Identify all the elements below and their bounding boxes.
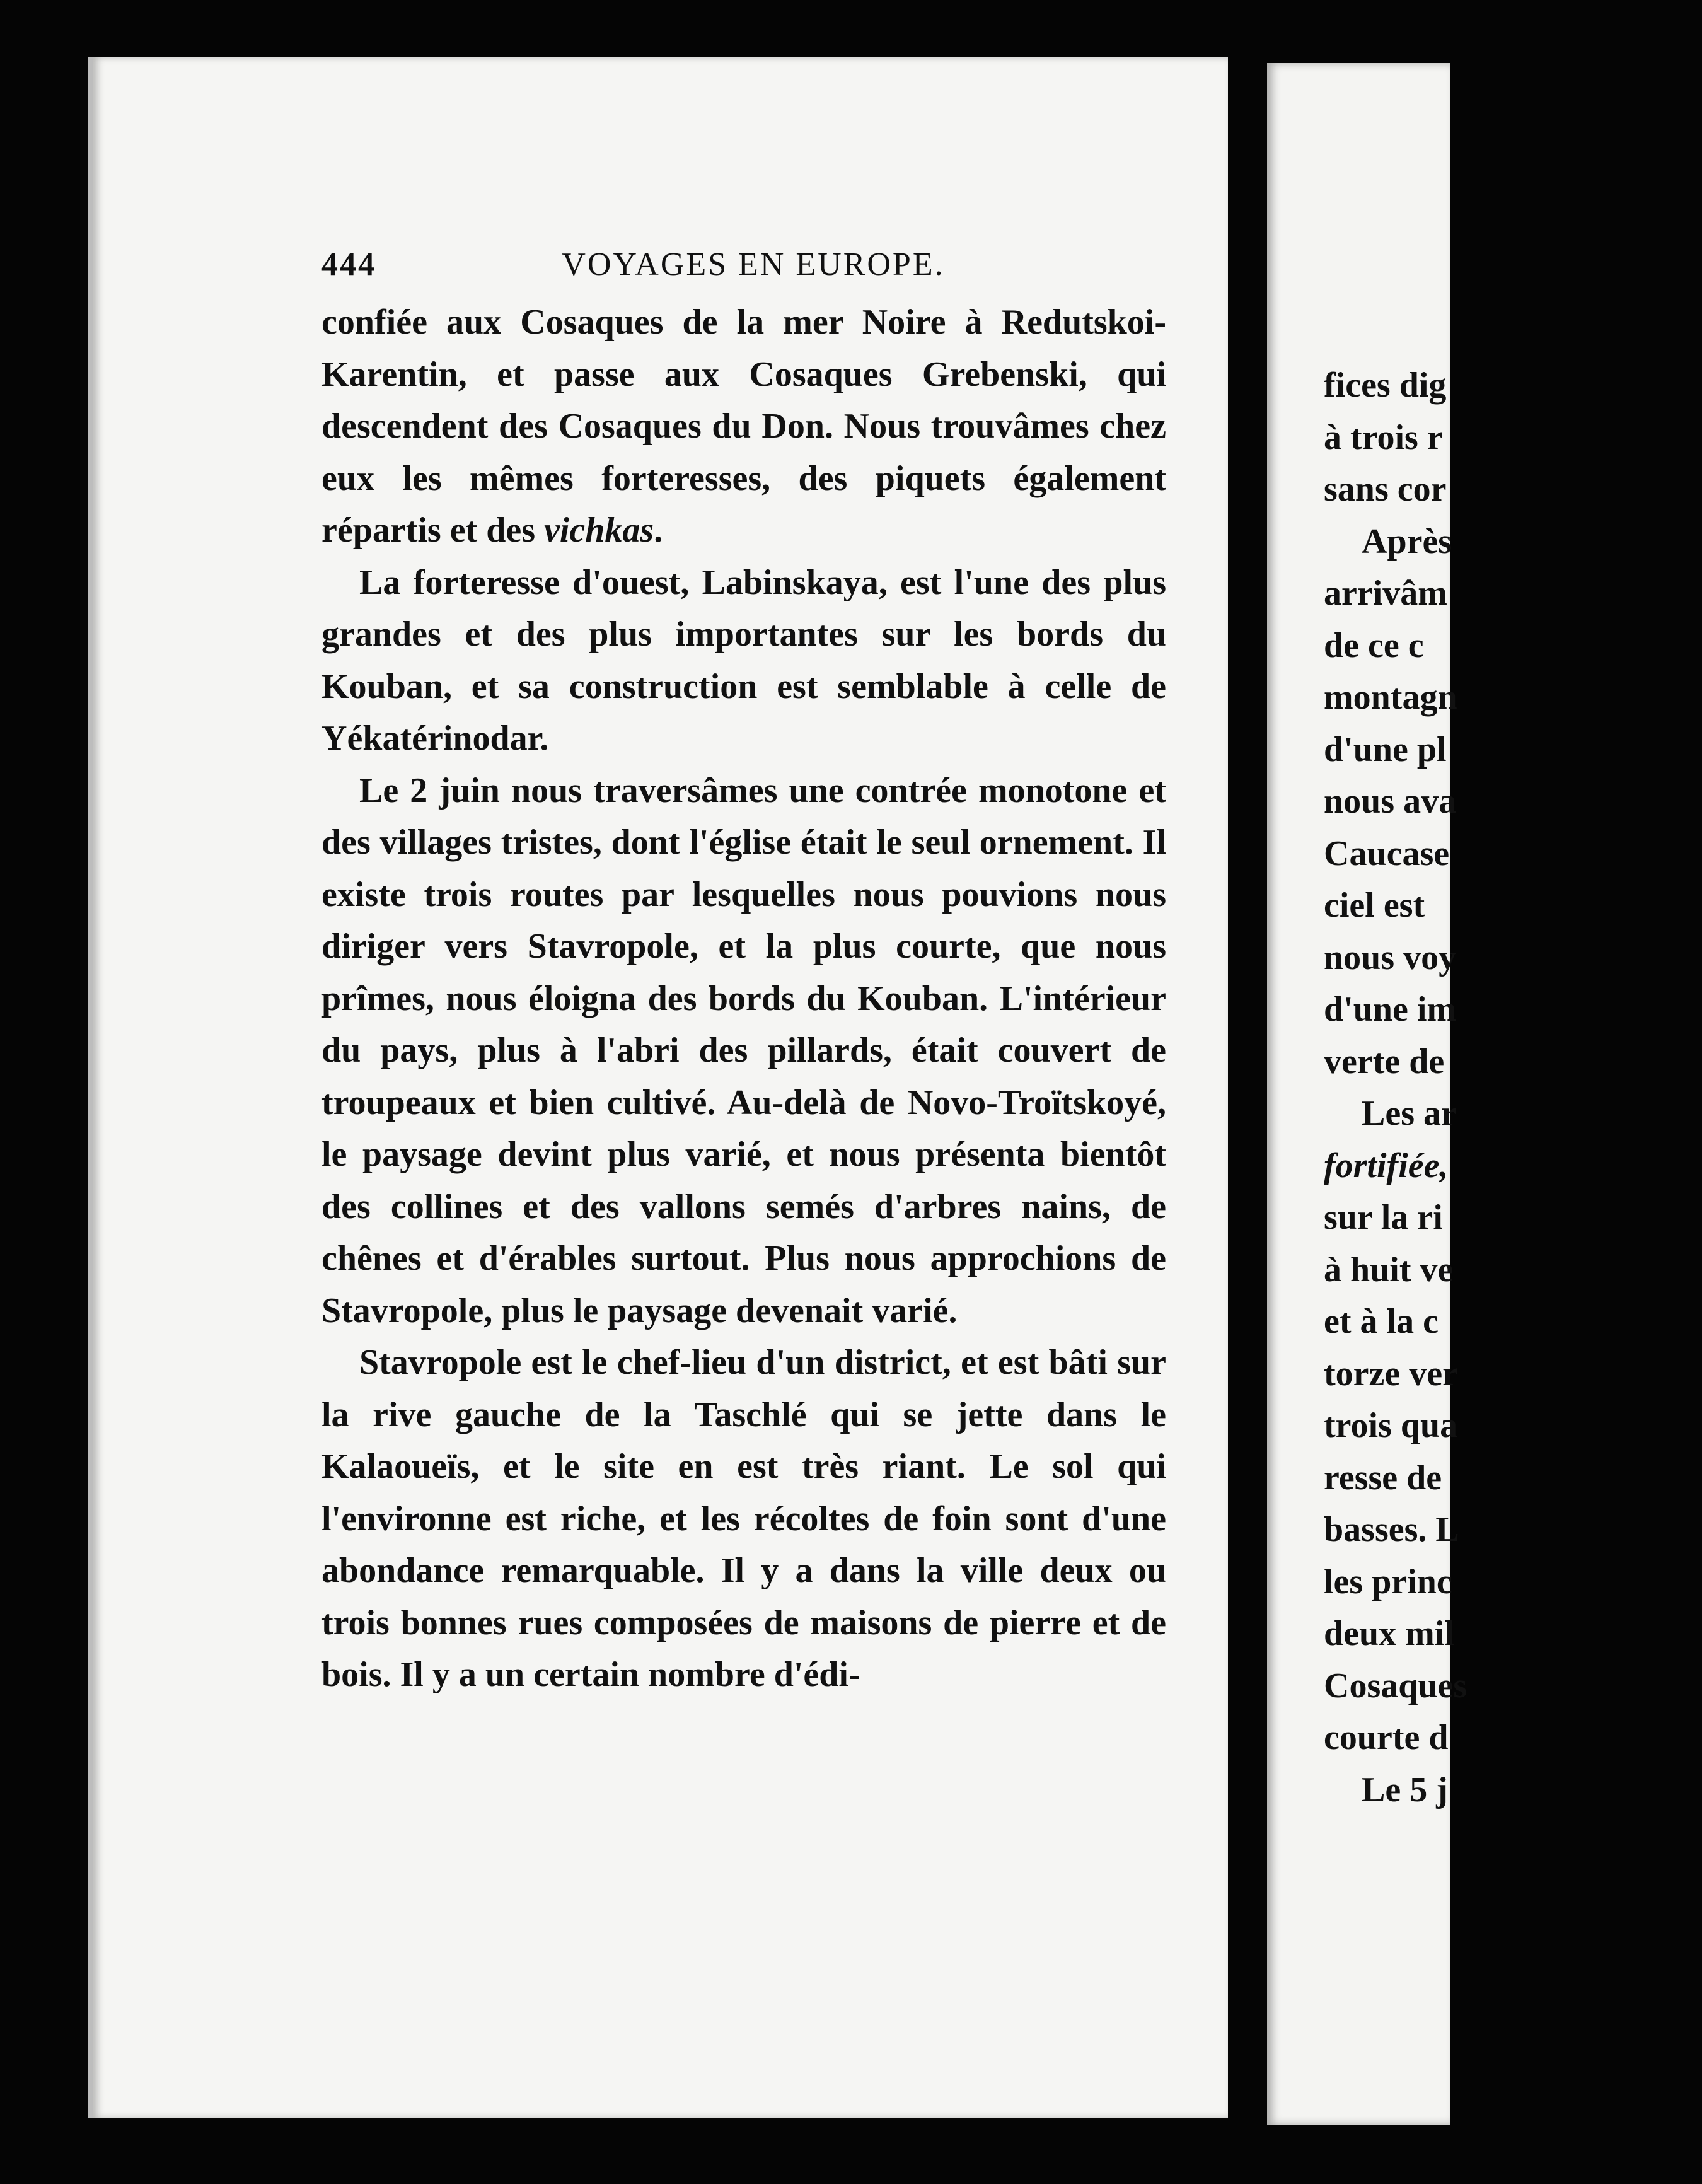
right-line: verte de — [1324, 1042, 1445, 1081]
right-line: trois qua — [1324, 1406, 1458, 1445]
right-line: Cosaques — [1324, 1666, 1468, 1705]
paragraph-tail: . — [654, 511, 663, 550]
right-line: arrivâm — [1324, 574, 1447, 613]
right-line: fices dig — [1324, 366, 1447, 405]
right-line: à trois r — [1324, 417, 1443, 457]
right-line: deux mil — [1324, 1614, 1454, 1653]
right-line: d'une pl — [1324, 729, 1447, 769]
right-line: torze ver — [1324, 1354, 1458, 1393]
paragraph-text: confiée aux Cosaques de la mer Noire à Redutskoi-Karentin, et passe aux Cosaques Grebenski, qui descendent des Cosaques du Don. Nous trouvâmes chez eux les mêmes forteresses, des piquets également répartis et des — [321, 303, 1166, 550]
page-number: 444 — [321, 247, 376, 282]
page-header — [321, 246, 1185, 290]
right-line: nous voy — [1324, 938, 1457, 977]
right-line: basses. L — [1324, 1510, 1459, 1549]
right-line: resse de — [1324, 1458, 1442, 1497]
right-line: et à la c — [1324, 1302, 1439, 1341]
italic-term: vichkas — [544, 511, 654, 550]
paragraph: Stavropole est le chef-lieu d'un district, et est bâti sur la rive gauche de la Taschlé qui se jette dans le Kalaoueïs, et le site en est très riant. Le sol qui l'environne est riche, et les récoltes de foin sont d'une abondance remarquable. Il y a dans la ville deux ou trois bonnes rues composées de maisons de pierre et de bois. Il y a un certain nombre d'édi- — [321, 1343, 1166, 1694]
right-line: Après — [1362, 521, 1452, 561]
right-line: les princ — [1324, 1562, 1452, 1601]
paragraph: La forteresse d'ouest, Labinskaya, est l'une des plus grandes et des plus importantes sur les bords du Kouban, et sa construction est semblable à celle de Yékatérinodar. — [321, 562, 1166, 758]
right-line: montagn — [1324, 678, 1457, 717]
right-line: nous ava — [1324, 782, 1457, 821]
left-page-text — [321, 296, 1166, 1701]
right-page — [1267, 63, 1468, 2125]
paragraph — [321, 296, 1166, 557]
right-line: sans cor — [1324, 470, 1447, 509]
right-line: d'une im — [1324, 990, 1457, 1029]
right-line: Caucase — [1324, 834, 1450, 873]
paragraph: Le 2 juin nous traversâmes une contrée monotone et des villages tristes, dont l'église était le seul ornement. Il existe trois routes par lesquelles nous pouvions nous diriger vers Stavropole, et la plus courte, que nous prîmes, nous éloigna des bords du Kouban. L'intérieur du pays, plus à l'abri des pillards, était couvert de troupeaux et bien cultivé. Au-delà de Novo-Troïtskoyé, le paysage devint plus varié, et nous présenta bientôt des collines et des vallons semés d'arbres nains, de chênes et d'érables surtout. Plus nous approchions de Stavropole, plus le paysage devenait varié. — [321, 770, 1166, 1330]
right-line: sur la ri — [1324, 1198, 1443, 1237]
right-line: Les ar — [1362, 1094, 1457, 1133]
right-line: ciel est — [1324, 886, 1425, 925]
right-line: de ce c — [1324, 625, 1424, 665]
right-line: courte d — [1324, 1718, 1449, 1757]
running-title: VOYAGES EN EUROPE. — [562, 247, 945, 282]
right-line: Le 5 j — [1362, 1770, 1448, 1809]
right-line: fortifiée, — [1324, 1146, 1449, 1185]
right-page-text — [1324, 359, 1702, 1816]
right-line: à huit ve — [1324, 1250, 1454, 1289]
